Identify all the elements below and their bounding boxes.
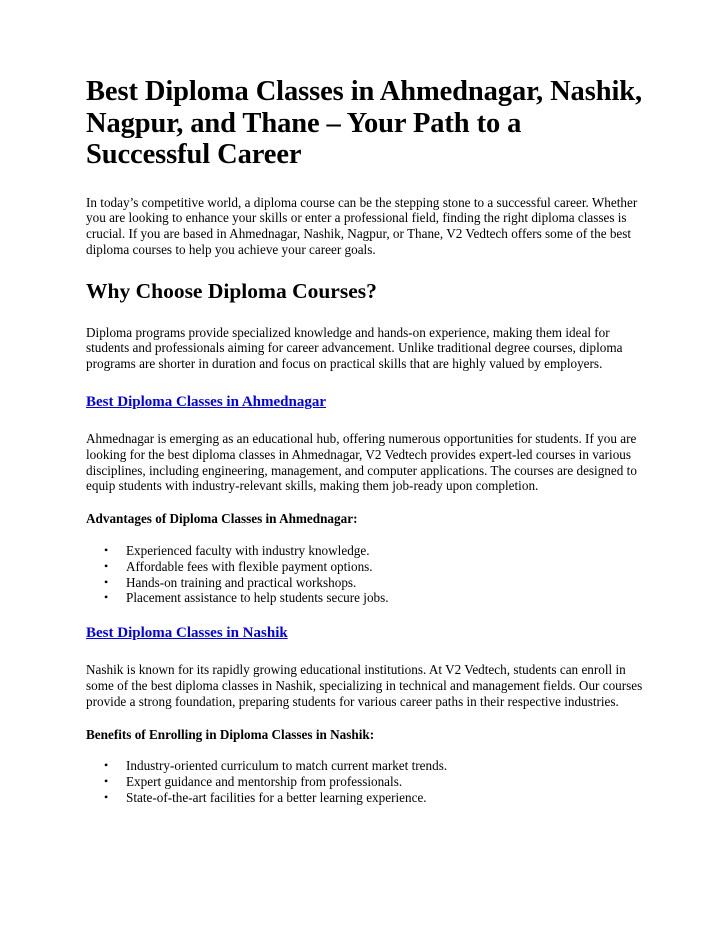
nashik-paragraph: Nashik is known for its rapidly growing educational institutions. At V2 Vedtech, students can enroll in some of the best diploma classes in Nashik, specializing in technical and management fields. Our courses provide a strong foundation, preparing students for various career paths in their respective industries. [86, 662, 643, 709]
nashik-link[interactable]: Best Diploma Classes in Nashik [86, 625, 288, 642]
list-item: • Placement assistance to help students secure jobs. [104, 590, 389, 606]
nashik-heading [86, 624, 646, 642]
list-item: • Expert guidance and mentorship from professionals. [104, 774, 403, 790]
list-item: • Industry-oriented curriculum to match current market trends. [104, 758, 448, 774]
list-item: • Experienced faculty with industry knowledge. [104, 543, 370, 559]
list-item: • Hands-on training and practical workshops. [104, 574, 357, 590]
nashik-benefits-list [86, 758, 646, 805]
bullet-icon: • [104, 790, 109, 805]
list-item: • Affordable fees with flexible payment options. [104, 558, 373, 574]
nashik-benefits-heading: Benefits of Enrolling in Diploma Classes in Nashik: [86, 726, 375, 742]
ahmednagar-link[interactable]: Best Diploma Classes in Ahmednagar [86, 394, 327, 411]
ahmednagar-paragraph: Ahmednagar is emerging as an educational hub, offering numerous opportunities for students. If you are looking for the best diploma classes in Ahmednagar, V2 Vedtech provides expert-led courses in various disciplines, including engineering, management, and computer applications. The courses are designed to equip students with industry-relevant skills, making them job-ready upon completion. [86, 431, 637, 494]
page-title: Best Diploma Classes in Ahmednagar, Nashik, Nagpur, and Thane – Your Path to a Successful Career [86, 76, 643, 170]
intro-paragraph: In today’s competitive world, a diploma course can be the stepping stone to a successful career. Whether you are looking to enhance your skills or enter a professional field, finding the right diploma classes is crucial. If you are based in Ahmednagar, Nashik, Nagpur, or Thane, V2 Vedtech offers some of the best diploma courses to help you achieve your career goals. [86, 194, 638, 257]
bullet-icon: • [104, 574, 109, 589]
bullet-icon: • [104, 558, 109, 573]
why-heading: Why Choose Diploma Courses? [86, 278, 377, 303]
bullet-icon: • [104, 774, 109, 789]
bullet-icon: • [104, 758, 109, 773]
ahmednagar-advantages-list [86, 543, 646, 606]
bullet-icon: • [104, 543, 109, 558]
document-page [86, 76, 646, 824]
why-paragraph: Diploma programs provide specialized knowledge and hands-on experience, making them ideal for students and professionals aiming for career advancement. Unlike traditional degree courses, diploma programs are shorter in duration and focus on practical skills that are highly valued by employers. [86, 324, 623, 372]
ahmednagar-advantages-heading: Advantages of Diploma Classes in Ahmednagar: [86, 511, 358, 527]
ahmednagar-heading [86, 393, 646, 411]
list-item: • State-of-the-art facilities for a better learning experience. [104, 790, 427, 806]
bullet-icon: • [104, 590, 109, 605]
